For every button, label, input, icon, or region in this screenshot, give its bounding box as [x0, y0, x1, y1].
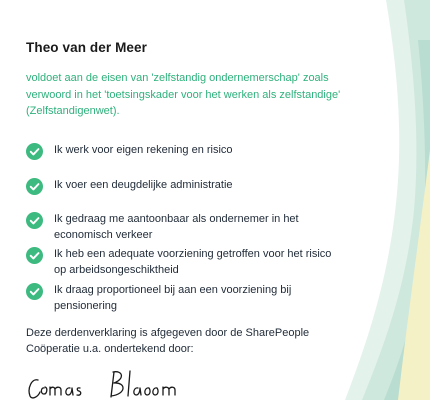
intro-text: voldoet aan de eisen van 'zelfstandig ondernemerschap' zoals verwoord in het 'toetsingskader voor het werken als zelfstandige' (Zelfstandigenwet).	[26, 72, 341, 117]
checklist-item-text: Ik voer een deugdelijke administratie	[54, 179, 233, 191]
check-circle-icon	[26, 178, 43, 195]
check-circle-icon	[26, 143, 43, 160]
checklist-item-text: Ik heb een adequate voorziening getroffen voor het risico op arbeidsongeschiktheid	[54, 248, 332, 276]
footer-text: Deze derdenverklaring is afgegeven door de SharePeople Coöperatie u.a. ondertekend door:	[26, 327, 310, 355]
checklist-item	[26, 282, 346, 314]
checklist-item	[26, 246, 346, 278]
signature-image	[26, 366, 206, 400]
checklist-item-text: Ik draag proportioneel bij aan een voorziening bij pensionering	[54, 284, 292, 312]
checklist-item-text: Ik werk voor eigen rekening en risico	[54, 144, 233, 156]
check-circle-icon	[26, 247, 43, 264]
person-name: Theo van der Meer	[26, 40, 147, 55]
check-circle-icon	[26, 212, 43, 229]
checklist-item-text: Ik gedraag me aantoonbaar als ondernemer in het economisch verkeer	[54, 213, 299, 241]
checklist-item	[26, 177, 346, 195]
checklist-item	[26, 142, 346, 160]
checklist-item	[26, 211, 346, 243]
check-circle-icon	[26, 283, 43, 300]
